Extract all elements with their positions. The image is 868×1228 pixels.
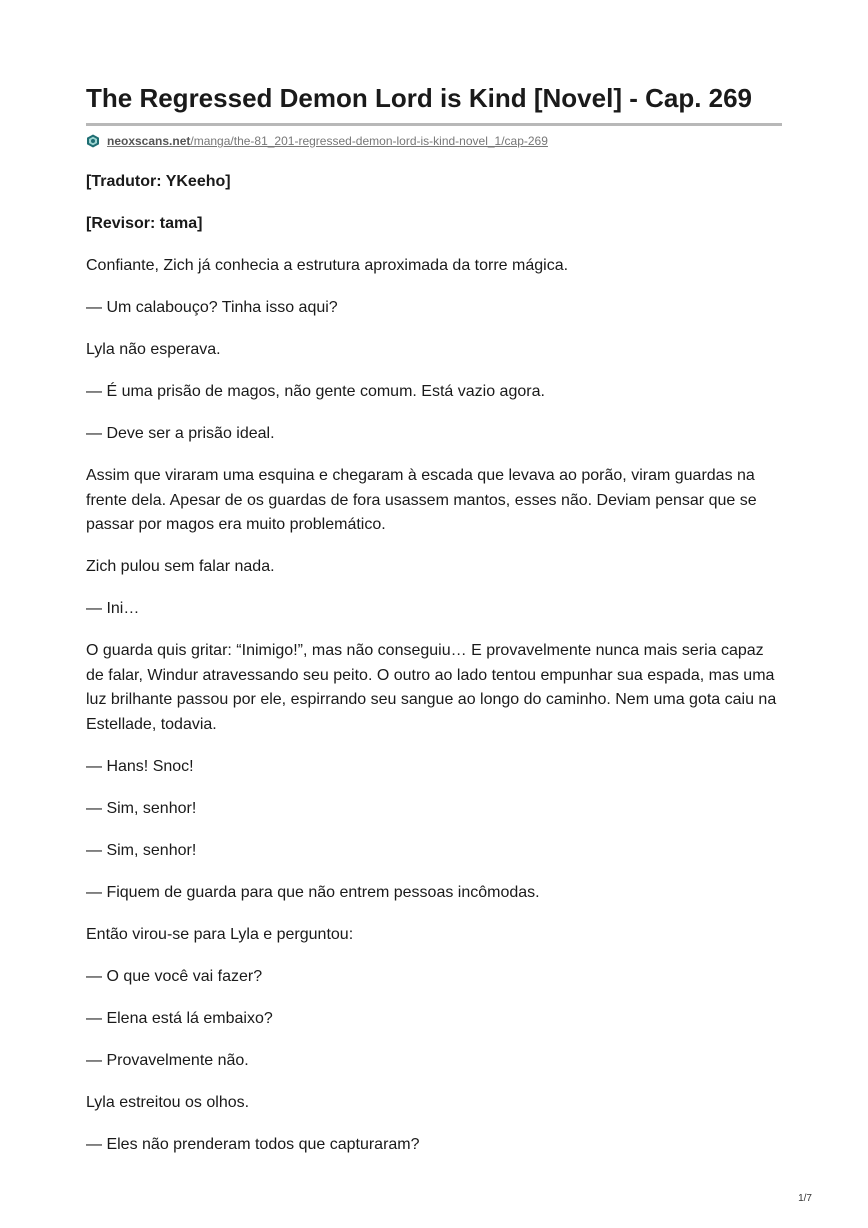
paragraph: — Deve ser a prisão ideal. [86,425,275,442]
paragraph: — Eles não prenderam todos que capturaram? [86,1135,420,1153]
paragraph: — Provavelmente não. [86,1051,249,1069]
paragraph: Confiante, Zich já conhecia a estrutura aproximada da torre mágica. [86,257,569,274]
paragraph: — Sim, senhor! [86,841,197,859]
paragraph: — É uma prisão de magos, não gente comum. Está vazio agora. [86,383,545,400]
paragraph: — Fiquem de guarda para que não entrem pessoas incômodas. [86,883,540,901]
paragraph: O guarda quis gritar: “Inimigo!”, mas não conseguiu… E provavelmente nunca mais seria capaz de falar, Windur atravessando seu peito. O outro ao lado tentou empunhar sua espada, mas uma luz brilhante passou por ele, espirrando seu sangue ao longo do caminho. Nem uma gota caiu na Estellade, todavia. [86,642,777,733]
paragraph: — Hans! Snoc! [86,757,194,775]
chapter-content [86,170,782,1157]
paragraph: — Um calabouço? Tinha isso aqui? [86,299,338,316]
paragraph: — Sim, senhor! [86,799,197,817]
paragraph: [Revisor: tama] [86,215,203,232]
paragraph: Então virou-se para Lyla e perguntou: [86,925,354,943]
paragraph: [Tradutor: YKeeho] [86,173,231,190]
paragraph: — Elena está lá embaixo? [86,1009,273,1027]
site-shield-icon [86,134,100,148]
page-number: 1/7 [798,1193,812,1204]
source-path: /manga/the-81_201-regressed-demon-lord-is-kind-novel_1/cap-269 [190,134,548,148]
paragraph: Lyla estreitou os olhos. [86,1093,250,1111]
paragraph: Assim que viraram uma esquina e chegaram à escada que levava ao porão, viram guardas na frente dela. Apesar de os guardas de fora usassem mantos, esses não. Deviam pensar que se passar por magos era muito problemático. [86,467,757,533]
source-line [86,132,782,150]
source-domain: neoxscans.net [107,134,191,148]
paragraph: — O que você vai fazer? [86,967,263,985]
paragraph: Zich pulou sem falar nada. [86,558,275,575]
page-title: The Regressed Demon Lord is Kind [Novel] - Cap. 269 [86,83,753,113]
paragraph: Lyla não esperava. [86,341,221,358]
source-link[interactable] [107,134,548,148]
paragraph: — Ini… [86,600,140,617]
title-divider [86,123,782,126]
document-page [86,82,782,1175]
